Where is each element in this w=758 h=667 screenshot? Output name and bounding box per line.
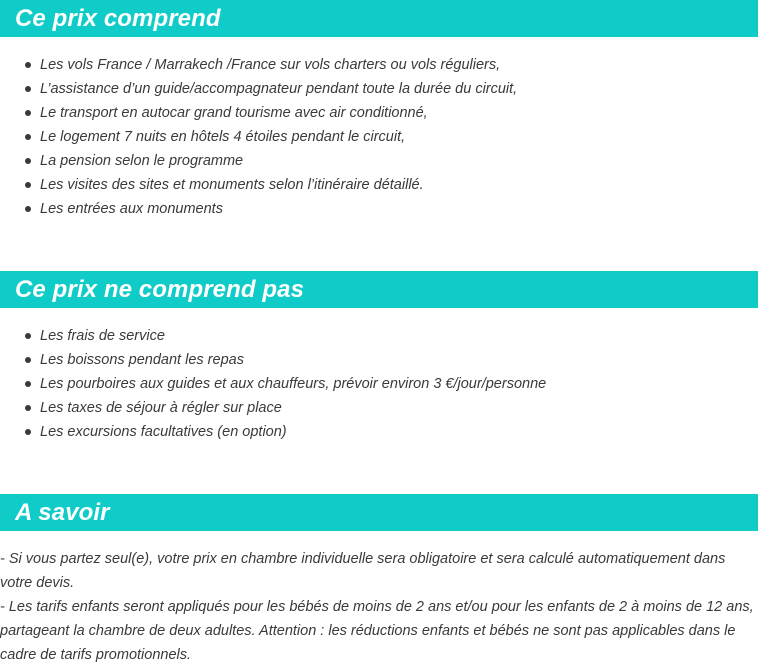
list-item-text: L’assistance d’un guide/accompagnateur pendant toute la durée du circuit, xyxy=(40,81,518,97)
note-paragraph: - Si vous partez seul(e), votre prix en chambre individuelle sera obligatoire et sera calculé automatiquement dans votre devis. xyxy=(0,551,726,591)
good-to-know-header xyxy=(0,494,758,531)
price-excludes-title: Ce prix ne comprend pas xyxy=(15,276,305,303)
list-item xyxy=(0,125,758,149)
list-item xyxy=(0,53,758,77)
price-includes-header xyxy=(0,0,758,37)
bullet-icon xyxy=(25,429,31,435)
list-item-text: Le logement 7 nuits en hôtels 4 étoiles pendant le circuit, xyxy=(40,129,406,145)
bullet-icon xyxy=(25,182,31,188)
list-item-text: Les frais de service xyxy=(40,328,165,344)
bullet-icon xyxy=(25,62,31,68)
list-item xyxy=(0,396,758,420)
list-item-text: Les vols France / Marrakech /France sur vols charters ou vols réguliers, xyxy=(40,57,501,73)
list-item xyxy=(0,197,758,221)
list-item-text: Les visites des sites et monuments selon l’itinéraire détaillé. xyxy=(40,177,424,193)
list-item xyxy=(0,372,758,396)
list-item xyxy=(0,77,758,101)
list-item xyxy=(0,149,758,173)
price-includes-list xyxy=(0,37,758,221)
list-item-text: Les excursions facultatives (en option) xyxy=(40,424,287,440)
bullet-icon xyxy=(25,206,31,212)
bullet-icon xyxy=(25,110,31,116)
bullet-icon xyxy=(25,381,31,387)
price-excludes-header xyxy=(0,271,758,308)
price-includes-title: Ce prix comprend xyxy=(15,5,221,32)
list-item-text: Les entrées aux monuments xyxy=(40,201,223,217)
price-excludes-section xyxy=(0,271,758,444)
list-item xyxy=(0,101,758,125)
bullet-icon xyxy=(25,405,31,411)
good-to-know-section xyxy=(0,494,758,667)
bullet-icon xyxy=(25,333,31,339)
list-item xyxy=(0,348,758,372)
bullet-icon xyxy=(25,158,31,164)
list-item xyxy=(0,173,758,197)
list-item-text: La pension selon le programme xyxy=(40,153,244,169)
price-excludes-list xyxy=(0,308,758,444)
price-includes-section xyxy=(0,0,758,221)
list-item xyxy=(0,324,758,348)
list-item-text: Le transport en autocar grand tourisme avec air conditionné, xyxy=(40,105,428,121)
bullet-icon xyxy=(25,357,31,363)
list-item-text: Les taxes de séjour à régler sur place xyxy=(40,400,282,416)
bullet-icon xyxy=(25,86,31,92)
list-item-text: Les pourboires aux guides et aux chauffeurs, prévoir environ 3 €/jour/personne xyxy=(40,376,547,392)
note-paragraph: - Les tarifs enfants seront appliqués pour les bébés de moins de 2 ans et/ou pour les enfants de 2 à moins de 12 ans, partageant la chambre de deux adultes. Attention : les réductions enfants et bébés ne sont pas applicables dans le cadre de tarifs promotionnels. xyxy=(0,599,754,663)
good-to-know-title: A savoir xyxy=(15,499,110,526)
bullet-icon xyxy=(25,134,31,140)
good-to-know-notes xyxy=(0,531,758,667)
list-item xyxy=(0,420,758,444)
list-item-text: Les boissons pendant les repas xyxy=(40,352,244,368)
